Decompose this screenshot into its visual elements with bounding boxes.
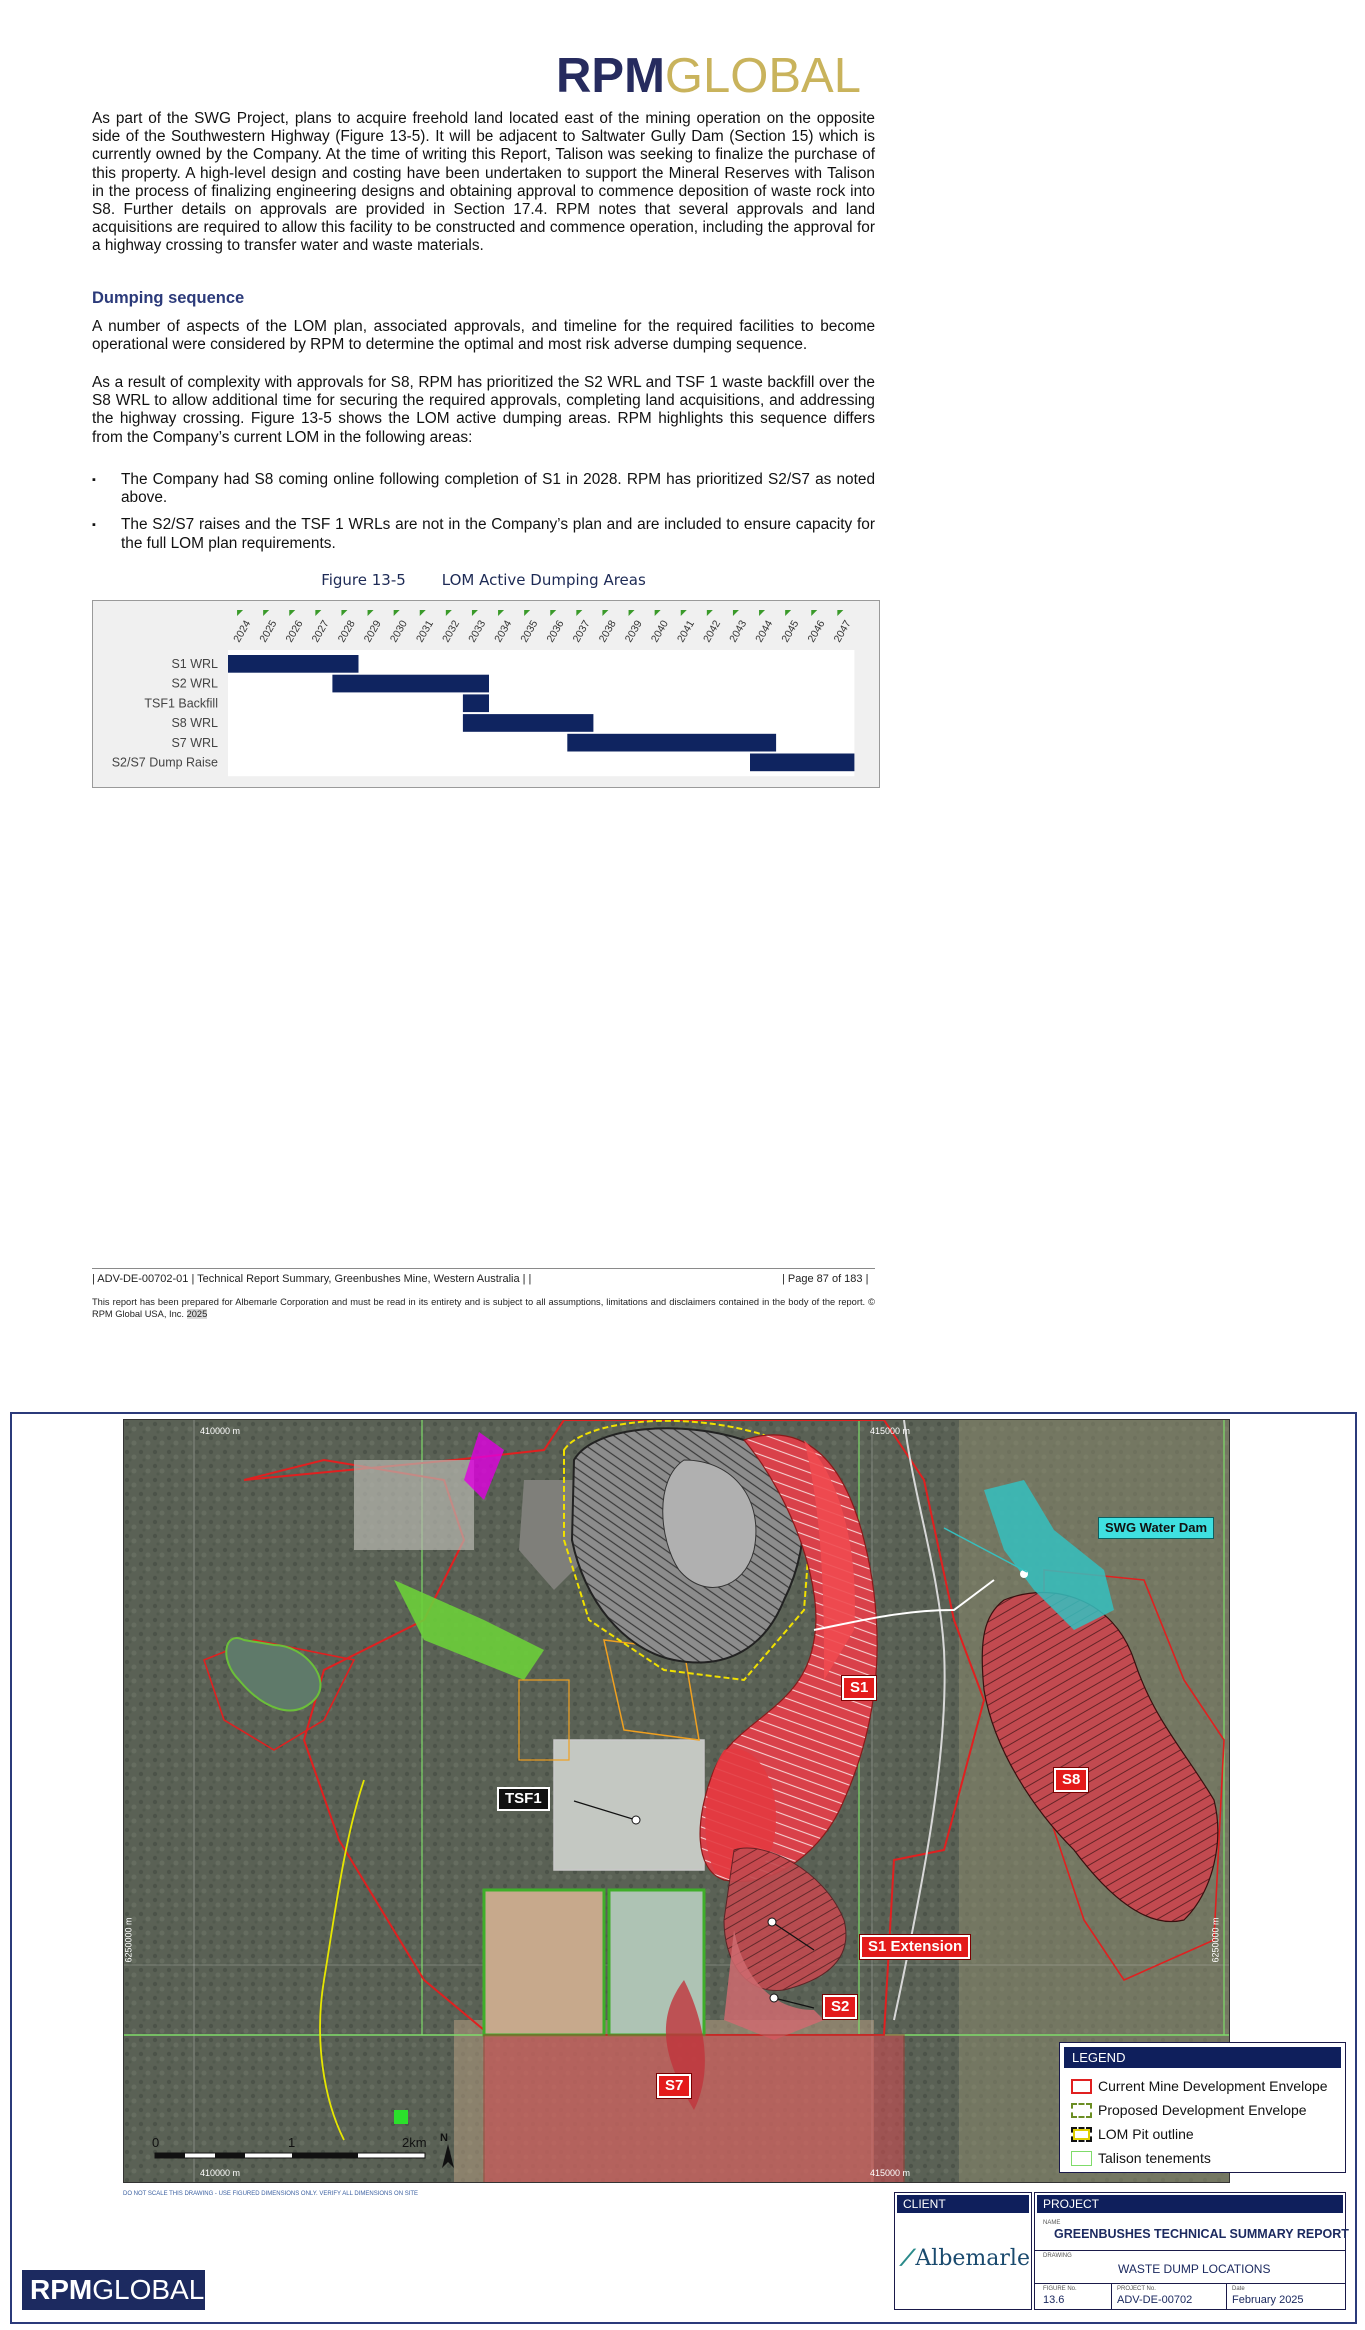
coord-left-side: 6250000 m — [123, 1917, 134, 1963]
paragraph-lom-aspects: A number of aspects of the LOM plan, associated approvals, and timeline for the required facilities to become operational were considered by RPM to determine the optimal and most risk adverse dumping sequence. — [92, 318, 875, 354]
year-flag-icon — [811, 610, 817, 616]
sheet-logo-global: GLOBAL — [92, 2274, 205, 2305]
legend-item-current-envelope — [1060, 2074, 1345, 2098]
green-marker — [394, 2110, 408, 2124]
year-tick-label: 2038 — [596, 618, 619, 645]
year-tick-label: 2031 — [413, 618, 437, 645]
albemarle-logo: ⟋Albemarle — [900, 2245, 1030, 2271]
year-flag-icon — [472, 610, 478, 616]
scale-bar-graphic — [152, 2135, 442, 2175]
title-block-project — [1034, 2192, 1346, 2310]
footer-report-id: | ADV-DE-00702-01 | Technical Report Summary, Greenbushes Mine, Western Australia | | — [92, 1273, 532, 1285]
year-tick-label: 2028 — [335, 618, 358, 645]
coord-top-right: 415000 m — [870, 1426, 911, 1436]
year-tick-label: 2037 — [570, 618, 593, 645]
legend-item-lom-pit — [1060, 2122, 1345, 2146]
figure-label: FIGURE No. — [1043, 2286, 1077, 2292]
year-flag-icon — [707, 610, 713, 616]
year-flag-icon — [629, 610, 635, 616]
task-label: S2/S7 Dump Raise — [111, 755, 218, 770]
year-tick-label: 2039 — [622, 618, 645, 645]
footer-disclaimer — [92, 1297, 875, 1320]
bullet-mark: ▪ — [92, 519, 96, 532]
year-tick-label: 2041 — [674, 618, 698, 645]
task-label: S1 WRL — [171, 657, 218, 671]
client-heading: CLIENT — [897, 2195, 1029, 2213]
section-heading-dumping-sequence: Dumping sequence — [92, 289, 245, 307]
legend-swatch — [1071, 2103, 1092, 2118]
year-tick-label: 2044 — [753, 618, 776, 645]
bullet-mark: ▪ — [92, 474, 96, 486]
sheet-logo-rpm: RPM — [30, 2274, 93, 2305]
legend-item-proposed-envelope — [1060, 2098, 1345, 2122]
year-flag-icon — [576, 610, 582, 616]
logo-global-text: GLOBAL — [664, 49, 861, 103]
task-label: S2 WRL — [171, 676, 218, 691]
year-tick-label: 2042 — [701, 618, 724, 645]
label-tsf1: TSF1 — [497, 1787, 550, 1811]
logo-rpm-text: RPM — [556, 49, 665, 103]
year-flag-icon — [785, 610, 791, 616]
year-flag-icon — [550, 610, 556, 616]
year-tick-label: 2025 — [257, 618, 280, 645]
year-flag-icon — [759, 610, 765, 616]
legend-label: Talison tenements — [1098, 2150, 1211, 2166]
north-label: N — [440, 2132, 448, 2144]
figure-number: 13.6 — [1043, 2294, 1065, 2306]
north-arrow-icon — [440, 2132, 456, 2170]
legend-title: LEGEND — [1064, 2047, 1341, 2068]
year-tick-label: 2035 — [518, 618, 541, 645]
year-tick-label: 2045 — [779, 618, 802, 645]
rpm-global-logo — [556, 49, 861, 103]
drawing-date: February 2025 — [1232, 2294, 1304, 2306]
label-swg-water-dam: SWG Water Dam — [1098, 1517, 1214, 1539]
legend-label: LOM Pit outline — [1098, 2126, 1194, 2142]
drawing-label: DRAWING — [1043, 2253, 1072, 2259]
coord-right-side: 6250000 m — [1210, 1917, 1221, 1963]
year-flag-icon — [368, 610, 374, 616]
year-tick-label: 2030 — [387, 618, 410, 645]
project-heading: PROJECT — [1037, 2195, 1343, 2213]
paragraph-swg-project: As part of the SWG Project, plans to acquire freehold land located east of the mining operation on the opposite side of the Southwestern Highway (Figure 13-5). It will be adjacent to Saltwater Gully Dam (Section 15) which is currently owned by the Company. At the time of writing this Report, Talison was seeking to finalize the purchase of this property. A high-level design and costing have been undertaken to support the Mineral Reserves with Talison in the process of finalizing engineering designs and obtaining approval to commence deposition of waste rock into S8. Further details on approvals are provided in Section 17.4. RPM notes that several approvals and land acquisitions are required to allow this facility to be constructed and commence operation, including the approval for a highway crossing to transfer water and waste materials. — [92, 110, 875, 255]
project-name: GREENBUSHES TECHNICAL SUMMARY REPORT — [1054, 2227, 1349, 2241]
footer-page-number: | Page 87 of 183 | — [782, 1273, 869, 1285]
year-tick-label: 2027 — [309, 618, 332, 645]
year-flag-icon — [237, 610, 243, 616]
legend-swatch — [1071, 2151, 1092, 2166]
year-tick-label: 2029 — [361, 618, 384, 645]
paragraph-complexity-s8: As a result of complexity with approvals for S8, RPM has prioritized the S2 WRL and TSF 1 waste backfill over the S8 WRL to allow additional time for securing the required approvals, completing land acquisitions, and addressing the highway crossing. Figure 13-5 shows the LOM active dumping areas. RPM highlights this sequence differs from the Company’s current LOM in the following areas: — [92, 374, 875, 446]
label-s1-extension: S1 Extension — [860, 1935, 970, 1959]
legend-label: Proposed Development Envelope — [1098, 2102, 1307, 2118]
year-flag-icon — [289, 610, 295, 616]
sheet-rpm-logo — [22, 2270, 205, 2310]
coord-top-left: 410000 m — [200, 1426, 241, 1436]
task-bar — [463, 714, 594, 732]
task-label: TSF1 Backfill — [144, 696, 218, 711]
year-tick-label: 2026 — [283, 618, 306, 645]
scale-bar — [152, 2135, 442, 2175]
year-tick-label: 2033 — [466, 618, 489, 645]
name-label: NAME — [1043, 2220, 1061, 2226]
year-flag-icon — [524, 610, 530, 616]
scale-zero: 0 — [152, 2135, 160, 2150]
year-tick-label: 2032 — [440, 618, 463, 645]
bullet-item — [92, 516, 875, 552]
task-label: S8 WRL — [171, 716, 218, 731]
year-flag-icon — [655, 610, 661, 616]
drawing-name: WASTE DUMP LOCATIONS — [1118, 2262, 1271, 2276]
year-tick-label: 2046 — [805, 618, 828, 645]
label-s1: S1 — [842, 1676, 876, 1700]
legend-swatch — [1071, 2079, 1092, 2094]
year-tick-label: 2047 — [831, 618, 854, 645]
year-flag-icon — [315, 610, 321, 616]
bullet-text: The S2/S7 raises and the TSF 1 WRLs are not in the Company’s plan and are included to ensure capacity for the full LOM plan requirements. — [121, 516, 875, 552]
year-flag-icon — [446, 610, 452, 616]
year-flag-icon — [498, 610, 504, 616]
year-flag-icon — [341, 610, 347, 616]
project-number: ADV-DE-00702 — [1117, 2294, 1193, 2306]
year-flag-icon — [263, 610, 269, 616]
bullet-text: The Company had S8 coming online following completion of S1 in 2028. RPM has prioritized S2/S7 as noted above. — [121, 471, 875, 507]
map-legend — [1059, 2042, 1346, 2173]
scale-one: 1 — [288, 2135, 296, 2150]
year-tick-label: 2034 — [492, 618, 515, 645]
client-name: Albemarle — [915, 2246, 1030, 2271]
gantt-chart — [92, 600, 880, 788]
legend-swatch — [1071, 2127, 1092, 2142]
coord-bottom-right: 415000 m — [870, 2168, 911, 2178]
disclaimer-year: 2025 — [186, 1308, 208, 1319]
year-tick-label: 2036 — [544, 618, 567, 645]
year-flag-icon — [733, 610, 739, 616]
date-label: Date — [1232, 2286, 1245, 2292]
figure-title: LOM Active Dumping Areas — [441, 571, 646, 589]
legend-label: Current Mine Development Envelope — [1098, 2078, 1328, 2094]
gantt-chart-svg — [93, 601, 881, 789]
figure-caption — [92, 571, 875, 589]
plant-area — [354, 1460, 474, 1550]
figure-number: Figure 13-5 — [321, 571, 406, 589]
year-tick-label: 2040 — [648, 618, 671, 645]
label-s8: S8 — [1054, 1768, 1088, 1792]
year-flag-icon — [837, 610, 843, 616]
footer-rule — [92, 1268, 875, 1269]
year-flag-icon — [394, 610, 400, 616]
label-s7: S7 — [657, 2074, 691, 2098]
year-flag-icon — [681, 610, 687, 616]
task-bar — [567, 734, 776, 752]
dont-scale-note: DO NOT SCALE THIS DRAWING - USE FIGURED DIMENSIONS ONLY. VERIFY ALL DIMENSIONS ON SITE — [123, 2191, 419, 2197]
disclaimer-text: This report has been prepared for Albemarle Corporation and must be read in its entirety and is subject to all assumptions, limitations and disclaimers contained in the body of the report. © RPM Global USA, Inc. — [92, 1297, 875, 1319]
year-tick-label: 2043 — [727, 618, 750, 645]
project-number-label: PROJECT No. — [1117, 2286, 1156, 2292]
bullet-item — [92, 471, 875, 507]
scale-two: 2km — [402, 2135, 427, 2150]
tsf1-area — [554, 1740, 704, 1870]
bullet-list — [92, 471, 875, 562]
label-s2: S2 — [823, 1995, 857, 2019]
task-bar — [750, 754, 854, 772]
task-bar — [332, 675, 489, 693]
year-flag-icon — [420, 610, 426, 616]
coord-bottom-left: 410000 m — [200, 2168, 241, 2178]
task-bar — [228, 655, 359, 673]
year-tick-label: 2024 — [231, 618, 254, 645]
year-flag-icon — [602, 610, 608, 616]
task-bar — [463, 694, 489, 712]
task-label: S7 WRL — [171, 735, 218, 750]
legend-item-talison-tenements — [1060, 2146, 1345, 2170]
